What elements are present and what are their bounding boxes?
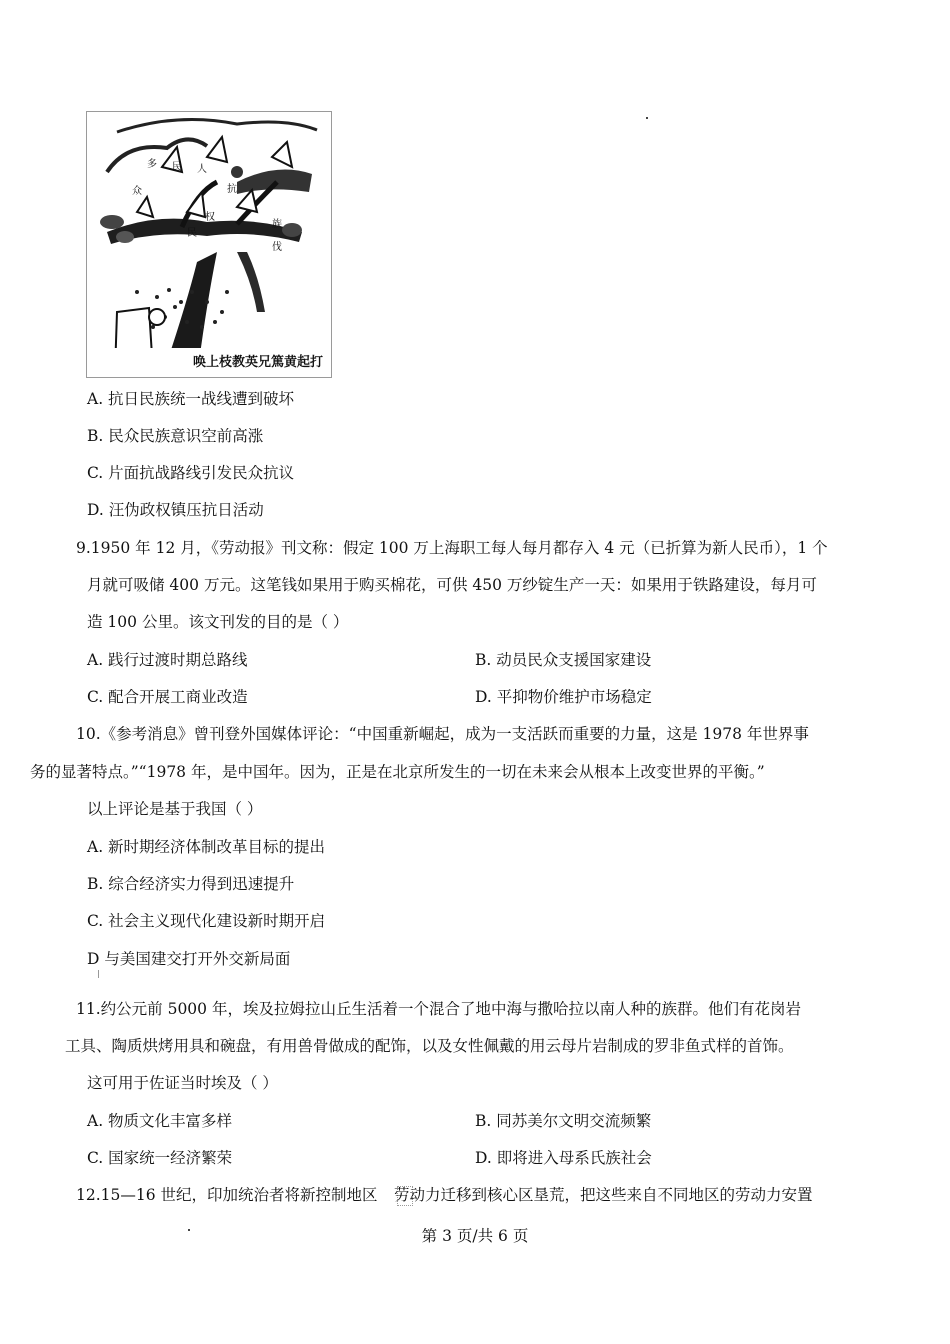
q10-stem-line-2: 务的显著特点。”“1978 年，是中国年。因为，正是在北京所发生的一切在未来会从根本上改变世界的平衡。”	[30, 763, 765, 781]
q12-stem-line-1-start: 12.15—16 世纪，印加统治者将新控制地区	[76, 1186, 378, 1204]
q9-option-a: A. 践行过渡时期总路线	[87, 651, 248, 669]
q11-stem-line-1: 11.约公元前 5000 年，埃及拉姆拉山丘生活着一个混合了地中海与撒哈拉以南人种的族群。他们有花岗岩	[76, 1000, 801, 1018]
q10-stem-line-1: 10.《参考消息》曾刊登外国媒体评论：“中国重新崛起，成为一支活跃而重要的力量，这是 1978 年世界事	[76, 725, 809, 743]
q9-stem-line-3: 造 100 公里。该文刊发的目的是（ ）	[87, 613, 349, 631]
q9-stem-line-2: 月就可吸储 400 万元。这笔钱如果用于购买棉花，可供 450 万纱锭生产一天：如果用于铁路建设，每月可	[87, 576, 817, 594]
cartoon-caption: 唤上枝教英兄篤黄起打	[192, 355, 323, 370]
q8-option-a: A. 抗日民族统一战线遭到破坏	[87, 390, 295, 408]
q8-option-c: C. 片面抗战路线引发民众抗议	[87, 464, 295, 482]
tree-label-7: 民	[187, 228, 197, 239]
q11-stem-line-2: 工具、陶质烘烤用具和碗盘，有用兽骨做成的配饰，以及女性佩戴的用云母片岩制成的罗非鱼式样的首饰。	[65, 1037, 794, 1055]
q10-option-a: A. 新时期经济体制改革目标的提出	[87, 838, 326, 856]
tree-label-6: 权	[205, 212, 215, 223]
tree-label-9: 伐	[272, 242, 282, 253]
q10-option-d: D 与美国建交打开外交新局面	[87, 950, 291, 968]
q10-option-c: C. 社会主义现代化建设新时期开启	[87, 912, 326, 930]
tree-label-5: 众	[132, 186, 142, 197]
q11-option-c: C. 国家统一经济繁荣	[87, 1149, 233, 1167]
q8-option-d: D. 汪伪政权镇压抗日活动	[87, 501, 264, 519]
stray-mark	[98, 970, 99, 978]
q9-option-c: C. 配合开展工商业改造	[87, 688, 248, 706]
tree-label-8: 族	[272, 219, 282, 230]
q11-option-d: D. 即将进入母系氏族社会	[475, 1149, 652, 1167]
tree-label-4: 抗	[227, 184, 237, 195]
q10-option-b: B. 综合经济实力得到迅速提升	[87, 875, 295, 893]
cartoon-drawing	[87, 112, 331, 377]
q11-stem-line-3: 这可用于佐证当时埃及（ ）	[87, 1074, 278, 1092]
cartoon-figure	[86, 111, 332, 378]
q11-option-a: A. 物质文化丰富多样	[87, 1112, 233, 1130]
page-footer: 第 3 页/共 6 页	[421, 1227, 529, 1245]
q9-stem-line-1: 9.1950 年 12 月，《劳动报》刊文称：假定 100 万上海职工每人每月都存入 4 元（已折算为新人民币），1 个	[76, 539, 828, 557]
q10-stem-line-3: 以上评论是基于我国（ ）	[87, 800, 263, 818]
q9-option-b: B. 动员民众支援国家建设	[475, 651, 652, 669]
tree-label-3: 人	[197, 164, 207, 175]
tree-label-1: 多	[147, 159, 157, 170]
q8-option-b: B. 民众民族意识空前高涨	[87, 427, 264, 445]
q11-option-b: B. 同苏美尔文明交流频繁	[475, 1112, 652, 1130]
q9-option-d: D. 平抑物价维护市场稳定	[475, 688, 652, 706]
tree-label-2: 民	[172, 162, 182, 173]
stray-dot	[646, 117, 648, 119]
q12-stem-line-1-end: 劳动力迁移到核心区垦荒，把这些来自不同地区的劳动力安置	[394, 1186, 813, 1204]
